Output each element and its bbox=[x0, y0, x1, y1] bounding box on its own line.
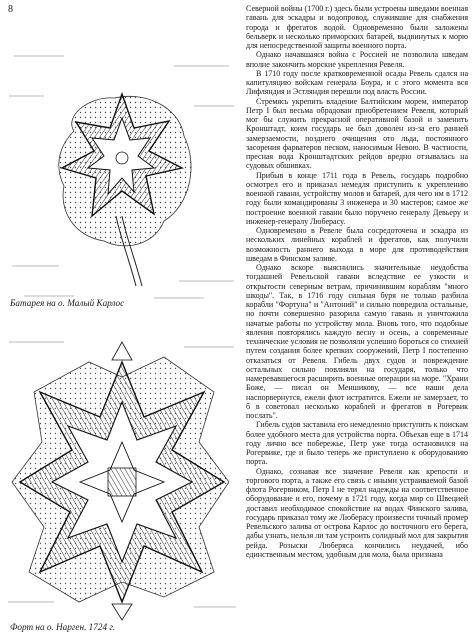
illustrations-column bbox=[4, 36, 240, 640]
body-text bbox=[246, 4, 468, 636]
page-number: 8 bbox=[8, 4, 13, 15]
paragraph: Однако вскоре выяснились значительные неудобства тогдашней Ревельской гавани вследствие ее узкости и открытости северным ветрам, причинившим кораблям "много шкоды". Так, в 1716 году сильная буря не только разбила корабли "Фортуна" и "Антоний" и сильно повредила остальные, но почти совершенно разорила самую гавань и уничтожила начатые работы по устройству мола. Вновь того, что подобные явления повторялись каждую весну и осень, а современные технические условия не позволяли успешно бороться со стихией путем создания более крепких сооружений, Петр I постепенно отказаться от Ревеля. Гибель двух судов и повреждение остальных сильно повлияли на государя, только что намеревавшегося расширить военные операции на море. "Храни Боже, — писал он Меншикову, — все наши дела наспорвернутся, ежели флот истратится. Ежели не замерзает, то б в советовал несколько кораблей и фрегатов в Рогервик послать". bbox=[246, 263, 468, 420]
figure-caption-fort: Форт на о. Нарген. 1724 г. bbox=[10, 622, 116, 632]
paragraph: В 1710 году после кратковременной осады Ревель сдался на капитуляцию войскам генерала Боура, и с этого момента вся Лифляндия и Эстляндия перешли под власть России. bbox=[246, 68, 468, 97]
fort-illustration bbox=[4, 332, 240, 640]
paragraph: Однако начавшаяся война с Россией не позволила шведам вполне закончить морские укрепления Ревеля. bbox=[246, 50, 468, 69]
paragraph: Стремясь укрепить владение Балтийским морем, император Петр I был весьма обрадован приобретением Ревеля, который мог бы служить прекрасной оперативной базой и заменить Кронштадт, коим государь не был доволен из-за его ранней замерзаемости, позднего очищения ото льда, постоянного засорения фарватеров песком, наносимым Невою. В частности, пресная вода Кронштадтских рейдов вредно отзывалась на судовых обшивках. bbox=[246, 96, 468, 171]
paragraph: Однако, сознавая все значение Ревеля как крепости и торгового порта, а также его связь с иными устраиваемой базой флота Рогервиком, Петр I не терял надежды на соответственное оборудование и его, почему в 1721 году, когда мир со Швецией доставил необходимое спокойствие на водах Финского залива, государь приказал тому же Люберасу произвести точный промер Ревельского залива от острова Карлос до восточного его берега, дабы узнать, нельзя ли там устроить солидный мол для закрытия рейда. Розыски Люберяса кончились неудачей, ибо единственным местом, удобным для мола, была признана bbox=[246, 466, 468, 559]
battery-illustration bbox=[4, 36, 240, 332]
figure-caption-battery: Батарея на о. Малый Карлос bbox=[10, 298, 125, 308]
paragraph: Прибыв в конце 1711 года в Ревель, государь подробно осмотрел его и приказал немедля приступить к укреплению военной гавани, устройству молов и батарей, для чего им в 1712 году были командированы 3 инженера и 30 мастеров; самое же построение военной гавани было поручено генералу Девьеру и инженер-генералу Люберасу. bbox=[246, 170, 468, 226]
paragraph: Одновременно в Ревеле была сосредоточена и эскадра из нескольких линейных кораблей и фрегатов, как получили возможность раннего выхода в море для противодействия шведам в Финском заливе. bbox=[246, 226, 468, 263]
paragraph: Гибель судов заставила его немедленно приступить к поискам более удобного места для устройства порта. Объехав еще в 1714 году лично все побережье, Петр уже тогда остановился на Рогервике, где и было теперь же приступлено к оборудованию порта. bbox=[246, 420, 468, 467]
paragraph: Северной войны (1700 г.) здесь были устроены шведами военная гавань для эскадры и водопровод, служившие для снабжения города и фрегатов водой. Одновременно были заложены бельверк и несколько приморских батарей, выдвинутых к морю для непосредственной защиты военного порта. bbox=[246, 4, 468, 50]
